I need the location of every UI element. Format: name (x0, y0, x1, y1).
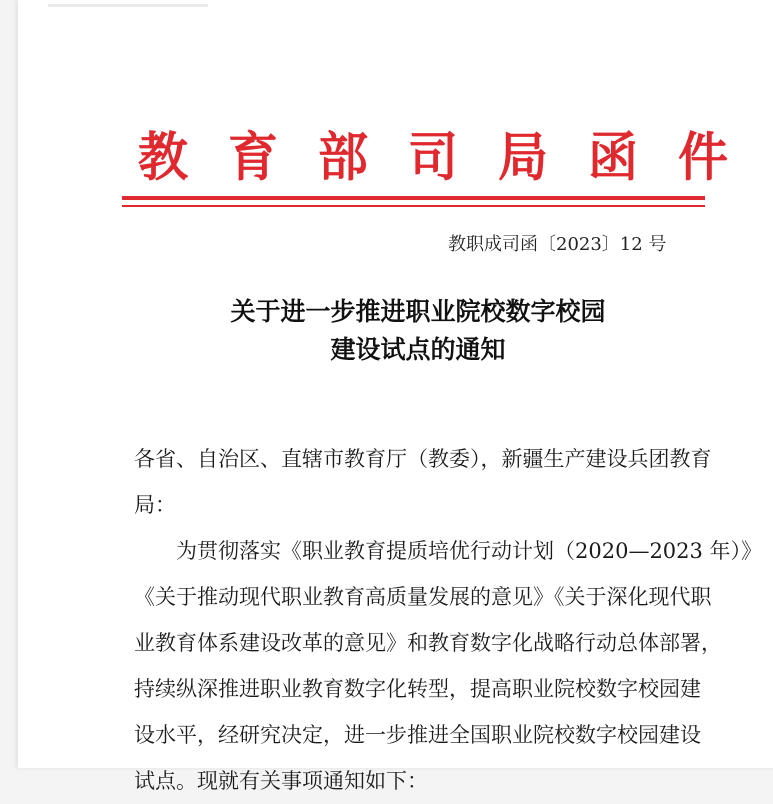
document-number: 教职成司函〔2023〕12 号 (448, 234, 667, 255)
body-line: 为贯彻落实《职业教育提质培优行动计划（2020—2023 年）》 (176, 539, 763, 563)
body-line: 设水平，经研究决定，进一步推进全国职业院校数字校园建设 (134, 723, 701, 747)
salutation (134, 436, 734, 528)
letterhead-char: 函 (588, 125, 638, 188)
body-line: 《关于推动现代职业教育高质量发展的意见》《关于深化现代职 (134, 585, 712, 609)
notice-body (134, 436, 763, 804)
body-line: 局： (134, 493, 176, 517)
body-line: 各省、自治区、直辖市教育厅（教委），新疆生产建设兵团教育 (134, 447, 712, 471)
letterhead-char: 育 (228, 125, 278, 188)
letterhead-char: 教 (138, 125, 188, 188)
body-line: 业教育体系建设改革的意见》和教育数字化战略行动总体部署， (134, 631, 722, 655)
letterhead-rule-thin (122, 205, 705, 207)
body-line: 持续纵深推进职业教育数字化转型，提高职业院校数字校园建 (134, 677, 701, 701)
letterhead-char: 件 (678, 125, 728, 188)
letterhead-char: 司 (408, 125, 458, 188)
body-line: 试点。现就有关事项通知如下： (134, 769, 428, 793)
scan-artifact-strip (48, 4, 208, 7)
letterhead-char: 部 (318, 125, 368, 188)
document-page (18, 0, 773, 793)
notice-title (138, 293, 698, 369)
letterhead-rule-thick (122, 196, 705, 200)
intro-paragraph (134, 528, 763, 804)
notice-title-line: 关于进一步推进职业院校数字校园 (230, 297, 606, 326)
letterhead-title (138, 118, 728, 188)
letterhead-char: 局 (498, 125, 548, 188)
notice-title-line: 建设试点的通知 (330, 335, 506, 364)
